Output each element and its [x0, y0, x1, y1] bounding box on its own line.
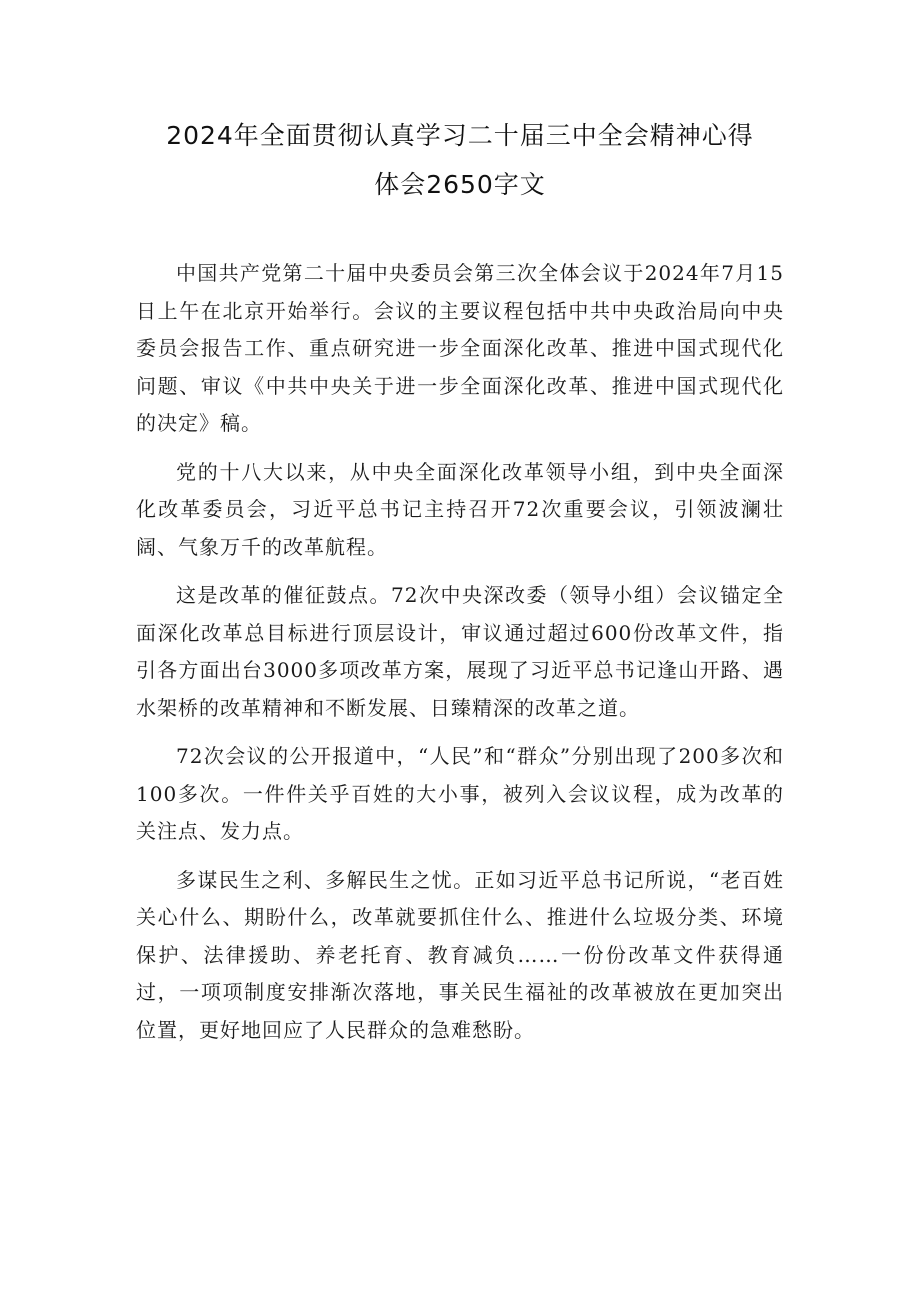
paragraph-4: 72次会议的公开报道中，“人民”和“群众”分别出现了200多次和100多次。一件件关乎百姓的大小事，被列入会议议程，成为改革的关注点、发力点。 [136, 744, 784, 843]
paragraph-5: 多谋民生之利、多解民生之忧。正如习近平总书记所说，“老百姓关心什么、期盼什么，改革就要抓住什么、推进什么垃圾分类、环境保护、法律援助、养老托育、教育减负……一份份改革文件获得通过，一项项制度安排渐次落地，事关民生福祉的改革被放在更加突出位置，更好地回应了人民群众的急难愁盼。 [136, 867, 784, 1042]
document-title-line-1: 2024年全面贯彻认真学习二十届三中全会精神心得 [166, 121, 754, 150]
document-title-line-2: 体会2650字文 [374, 170, 546, 199]
paragraph-2: 党的十八大以来，从中央全面深化改革领导小组，到中央全面深化改革委员会，习近平总书记主持召开72次重要会议，引领波澜壮阔、气象万千的改革航程。 [136, 459, 784, 559]
paragraph-3: 这是改革的催征鼓点。72次中央深改委（领导小组）会议锚定全面深化改革总目标进行顶层设计，审议通过超过600份改革文件，指引各方面出台3000多项改革方案，展现了习近平总书记逢山开路、遇水架桥的改革精神和不断发展、日臻精深的改革之道。 [136, 583, 784, 720]
paragraph-1: 中国共产党第二十届中央委员会第三次全体会议于2024年7月15日上午在北京开始举行。会议的主要议程包括中共中央政治局向中央委员会报告工作、重点研究进一步全面深化改革、推进中国式现代化问题、审议《中共中央关于进一步全面深化改革、推进中国式现代化的决定》稿。 [136, 261, 784, 435]
document-body [136, 255, 784, 1060]
